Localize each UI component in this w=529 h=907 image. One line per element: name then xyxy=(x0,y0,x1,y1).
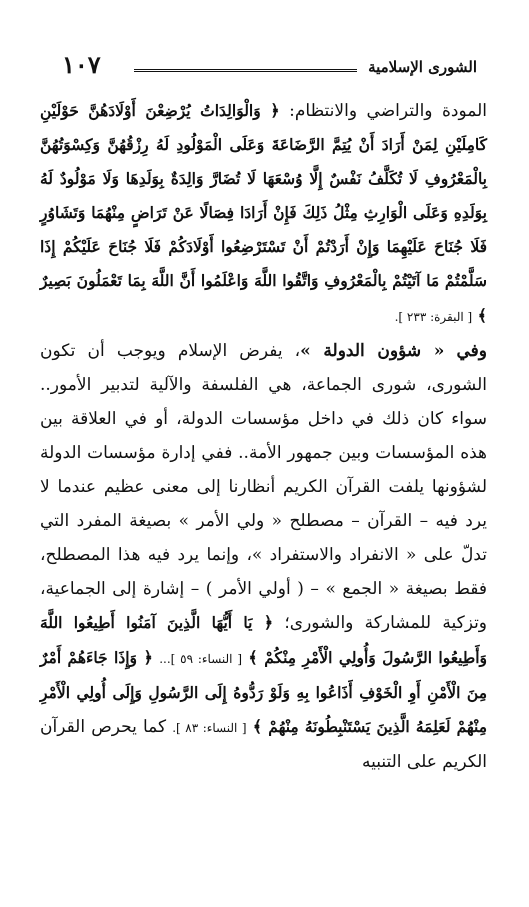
body-text: ، يفرض الإسلام ويوجب أن تكون الشورى، شورى الجماعة، هي الفلسفة والآلية لتدبير الأمور.. سواء كان ذلك في داخل مؤسسات الدولة، أو في العلاقة بين هذه المؤسسات وبين جمهور الأمة.. ففي إدارة مؤسسات الدولة لشؤونها يلفت القرآن الكريم أنظارنا إلى معنى عظيم عندما لا يرد فيه – القرآن – مصطلح « ولي الأمر » بصيغة المفرد التي تدلّ على « الانفراد والاستفراد »، وإنما يرد فيه هذا المصطلح، فقط بصيغة « الجمع » – ( أولي الأمر ) – إشارة إلى الجماعية، وتزكية للمشاركة والشورى؛ xyxy=(40,340,488,634)
page-header xyxy=(62,48,477,84)
ornate-bracket-close: ﴾ xyxy=(248,647,258,667)
quoted-term: « شؤون الدولة » xyxy=(300,340,445,361)
page-number: ١٠٧ xyxy=(62,50,101,79)
ornate-bracket-open: ﴿ xyxy=(143,647,153,667)
running-title: الشورى الإسلامية xyxy=(368,58,477,76)
paragraph-2 xyxy=(40,334,487,779)
verse-reference: [ البقرة: ٢٣٣ ]. xyxy=(394,309,473,324)
ornate-bracket-close: ﴾ xyxy=(477,305,487,325)
ornate-bracket-close: ﴾ xyxy=(252,716,263,736)
quran-verse-nisa-59: يَا أَيُّهَا الَّذِينَ آمَنُوا أَطِيعُوا اللَّهَ وَأَطِيعُوا الرَّسُولَ وَأُولِي الْأَمْرِ مِنْكُمْ xyxy=(40,613,487,667)
ornate-bracket-open: ﴿ xyxy=(270,101,280,120)
lead-word: وفي xyxy=(456,340,487,361)
ornate-bracket-open: ﴿ xyxy=(263,613,274,633)
header-rule xyxy=(134,69,357,72)
intro-text: المودة والتراضي والانتظام: xyxy=(289,101,488,121)
verse-reference: [ النساء: ٨٣ ]. xyxy=(172,720,247,735)
page-body xyxy=(40,94,487,779)
verse-reference: [ النساء: ٥٩ ]... xyxy=(159,651,243,666)
paragraph-1 xyxy=(40,94,487,334)
quran-verse-nisa-83: وَإِذَا جَاءَهُمْ أَمْرٌ مِنَ الْأَمْنِ أَوِ الْخَوْفِ أَذَاعُوا بِهِ وَلَوْ رَدُّوهُ إِلَى الرَّسُولِ وَإِلَى أُولِي الْأَمْرِ مِنْهُمْ لَعَلِمَهُ الَّذِينَ يَسْتَنْبِطُونَهُ مِنْهُمْ xyxy=(40,647,488,736)
body-text: كما يحرص القرآن الكريم على التنبيه xyxy=(40,716,487,772)
quran-verse-baqarah: وَالْوَالِدَاتُ يُرْضِعْنَ أَوْلَادَهُنَّ حَوْلَيْنِ كَامِلَيْنِ لِمَنْ أَرَادَ أَنْ يُتِمَّ الرَّضَاعَةَ وَعَلَى الْمَوْلُودِ لَهُ رِزْقُهُنَّ وَكِسْوَتُهُنَّ بِالْمَعْرُوفِ لَا تُكَلَّفُ نَفْسٌ إِلَّا وُسْعَهَا لَا تُضَارَّ وَالِدَةٌ بِوَلَدِهَا وَلَا مَوْلُودٌ لَهُ بِوَلَدِهِ وَعَلَى الْوَارِثِ مِثْلُ ذَلِكَ فَإِنْ أَرَادَا فِصَالًا عَنْ تَرَاضٍ مِنْهُمَا وَتَشَاوُرٍ فَلَا جُنَاحَ عَلَيْهِمَا وَإِنْ أَرَدْتُمْ أَنْ تَسْتَرْضِعُوا أَوْلَادَكُمْ فَلَا جُنَاحَ عَلَيْكُمْ إِذَا سَلَّمْتُمْ مَا آتَيْتُمْ بِالْمَعْرُوفِ وَاتَّقُوا اللَّهَ وَاعْلَمُوا أَنَّ اللَّهَ بِمَا تَعْمَلُونَ بَصِيرٌ xyxy=(40,101,487,291)
